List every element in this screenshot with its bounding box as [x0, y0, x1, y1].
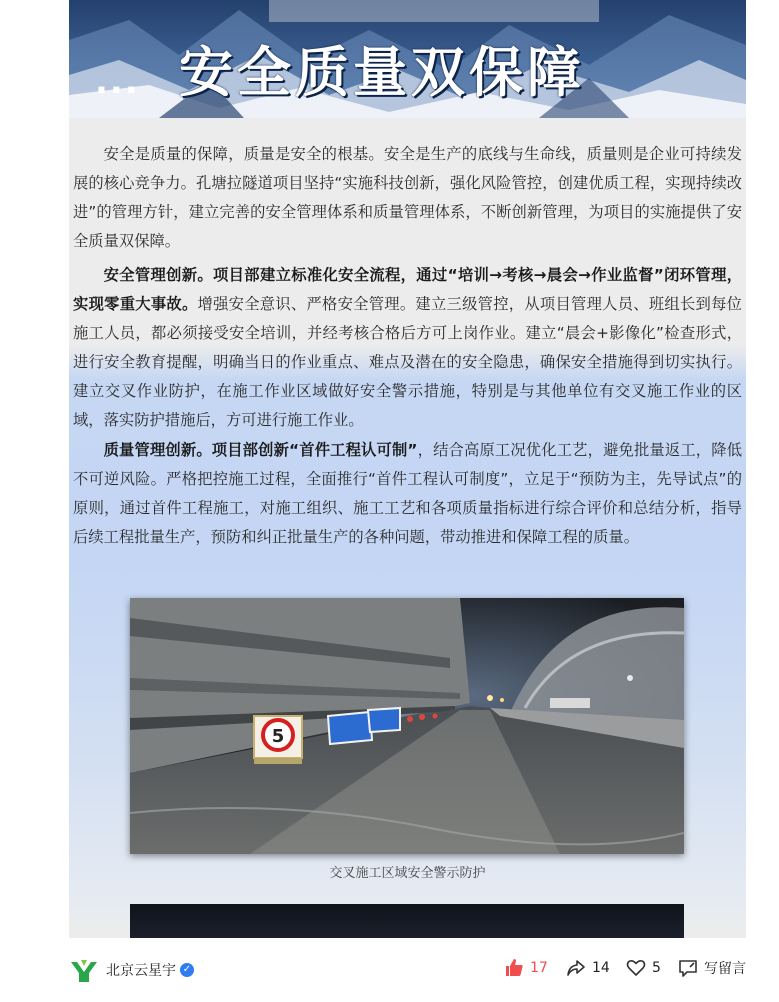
tunnel-scene — [130, 598, 684, 854]
paragraph-safety — [73, 261, 742, 435]
share-count: 14 — [592, 960, 610, 976]
second-photo[interactable] — [130, 904, 684, 938]
article-content — [69, 0, 746, 938]
article-banner-image — [69, 0, 746, 118]
tunnel-photo[interactable] — [130, 598, 684, 854]
speed-limit-sign: 5 — [271, 726, 285, 747]
banner-dots: ... — [95, 62, 140, 102]
comment-label: 写留言 — [704, 961, 746, 977]
account-name: 北京云星宇 — [106, 963, 176, 979]
share-arrow-icon — [566, 958, 586, 978]
favorite-button[interactable] — [626, 958, 661, 978]
banner-title: 安全质量双保障 — [179, 40, 585, 104]
like-count: 17 — [530, 960, 548, 976]
comment-icon — [678, 958, 698, 978]
verified-icon: ✓ — [180, 963, 194, 977]
thumbs-up-icon — [504, 958, 524, 978]
comment-button[interactable] — [678, 958, 746, 978]
quality-body: ，结合高原工况优化工艺，避免批量返工，降低不可逆风险。严格把控施工过程，全面推行“首件工程认可制度”，立足于“预防为主，先导试点”的原则，通过首件工程施工，对施工组织、施工工艺和各项质量指标进行综合评价和总结分析，指导后续工程批量生产，预防和纠正批量生产的各种问题，带动推进和保障工程的质量。 — [73, 441, 742, 546]
favorite-count: 5 — [652, 960, 661, 976]
safety-body: 增强安全意识、严格安全管理。建立三级管控，从项目管理人员、班组长到每位施工人员，都必须接受安全培训，并经考核合格后方可上岗作业。建立“晨会+影像化”检查形式，进行安全教育提醒，明确当日的作业重点、难点及潜在的安全隐患，确保安全措施得到切实执行。建立交叉作业防护，在施工作业区域做好安全警示措施，特别是与其他单位有交叉施工作业的区域，落实防护措施后，方可进行施工作业。 — [73, 295, 742, 429]
account-name-link[interactable] — [106, 960, 194, 980]
quality-heading: 质量管理创新。项目部创新“首件工程认可制” — [103, 441, 418, 459]
paragraph-quality — [73, 436, 742, 552]
share-button[interactable] — [566, 958, 610, 978]
photo-caption: 交叉施工区域安全警示防护 — [329, 866, 486, 881]
heart-icon — [626, 958, 646, 978]
like-button[interactable] — [504, 958, 548, 978]
safety-heading: 安全管理创新。项目部建立标准化安全流程，通过“培训→考核→晨会→作业监督”闭环管理，实现零重大事故。 — [73, 266, 742, 313]
paragraph-intro: 安全是质量的保障，质量是安全的根基。安全是生产的底线与生命线，质量则是企业可持续发展的核心竞争力。孔塘拉隧道项目坚持“实施科技创新，强化风险管控，创建优质工程，实现持续改进”的管理方针，建立完善的安全管理体系和质量管理体系，不断创新管理，为项目的实施提供了安全质量双保障。 — [73, 145, 742, 250]
account-logo-icon[interactable] — [71, 960, 97, 982]
